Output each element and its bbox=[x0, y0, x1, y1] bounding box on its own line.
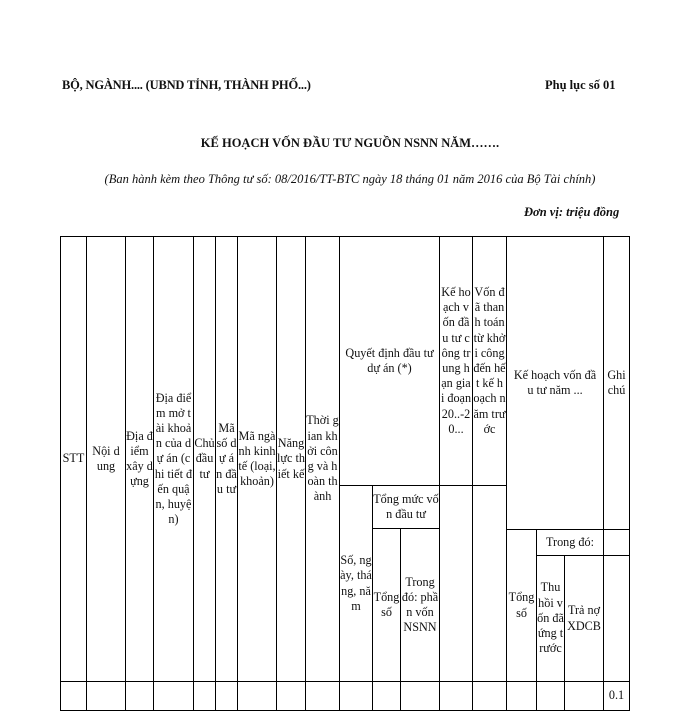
num-cell bbox=[60, 681, 87, 711]
col-header-timeline: Thời gian khởi công và hoàn thành bbox=[305, 236, 340, 682]
col-header-investor: Chủ đầu tư bbox=[193, 236, 216, 682]
num-cell bbox=[536, 681, 565, 711]
num-cell bbox=[125, 681, 154, 711]
col-header-state-budget-share: Trong đó: phần vốn NSNN bbox=[400, 528, 440, 682]
col-header-account-location: Địa điểm mở tài khoản của dự án (chi tiết đến quận, huyện) bbox=[153, 236, 194, 682]
col-header-stt: STT bbox=[60, 236, 87, 682]
col-cell-notes-mid bbox=[603, 529, 630, 556]
num-cell bbox=[305, 681, 340, 711]
document-title: KẾ HOẠCH VỐN ĐẦU TƯ NGUỒN NSNN NĂM……. bbox=[200, 136, 500, 150]
col-header-medium-term-plan: Kế hoạch vốn đầu tư công trung hạn giai đoạn 20..-20... bbox=[439, 236, 473, 486]
num-cell bbox=[339, 681, 373, 711]
num-cell bbox=[506, 681, 537, 711]
num-cell bbox=[564, 681, 604, 711]
num-cell bbox=[86, 681, 126, 711]
document-subtitle: (Ban hành kèm theo Thông tư số: 08/2016/TT-BTC ngày 18 tháng 01 năm 2016 của Bộ Tài chính) bbox=[104, 172, 596, 186]
col-header-annual-total: Tổng số bbox=[506, 529, 537, 682]
col-header-paid-capital: Vốn đã thanh toán từ khởi công đến hết kế hoạch năm trước bbox=[472, 236, 507, 486]
num-cell bbox=[153, 681, 194, 711]
col-header-debt-repayment: Trả nợ XDCB bbox=[564, 555, 604, 682]
col-header-location: Địa điểm xây dựng bbox=[125, 236, 154, 682]
col-group-total-investment: Tổng mức vốn đầu tư bbox=[372, 485, 440, 529]
col-header-economic-code: Mã ngành kinh tế (loại, khoản) bbox=[237, 236, 277, 682]
ministry-header: BỘ, NGÀNH.... (UBND TỈNH, THÀNH PHỐ...) bbox=[62, 78, 311, 92]
num-cell bbox=[372, 681, 401, 711]
col-header-notes: Ghi chú bbox=[603, 236, 630, 530]
num-cell bbox=[215, 681, 238, 711]
col-cell-medium-term-plan bbox=[439, 485, 473, 682]
num-cell bbox=[472, 681, 507, 711]
col-cell-paid-capital bbox=[472, 485, 507, 682]
col-header-content: Nội dung bbox=[86, 236, 126, 682]
num-cell bbox=[400, 681, 440, 711]
num-cell bbox=[276, 681, 306, 711]
col-header-project-code: Mã số dự án đầu tư bbox=[215, 236, 238, 682]
col-header-total: Tổng số bbox=[372, 528, 401, 682]
unit-label: Đơn vị: triệu đồng bbox=[524, 205, 620, 219]
col-header-capacity: Năng lực thiết kế bbox=[276, 236, 306, 682]
appendix-number: Phụ lục số 01 bbox=[545, 78, 616, 92]
col-group-annual-plan: Kế hoạch vốn đầu tư năm ... bbox=[506, 236, 604, 530]
num-cell bbox=[193, 681, 216, 711]
col-group-investment-decision: Quyết định đầu tư dự án (*) bbox=[339, 236, 440, 486]
col-group-of-which: Trong đó: bbox=[536, 529, 604, 556]
col-header-advance-recovery: Thu hồi vốn đã ứng trước bbox=[536, 555, 565, 682]
num-cell bbox=[439, 681, 473, 711]
num-cell bbox=[237, 681, 277, 711]
col-cell-notes-low bbox=[603, 555, 630, 682]
col-header-decision-number: Số, ngày, tháng, năm bbox=[339, 485, 373, 682]
num-cell-last: 0.1 bbox=[603, 681, 630, 711]
